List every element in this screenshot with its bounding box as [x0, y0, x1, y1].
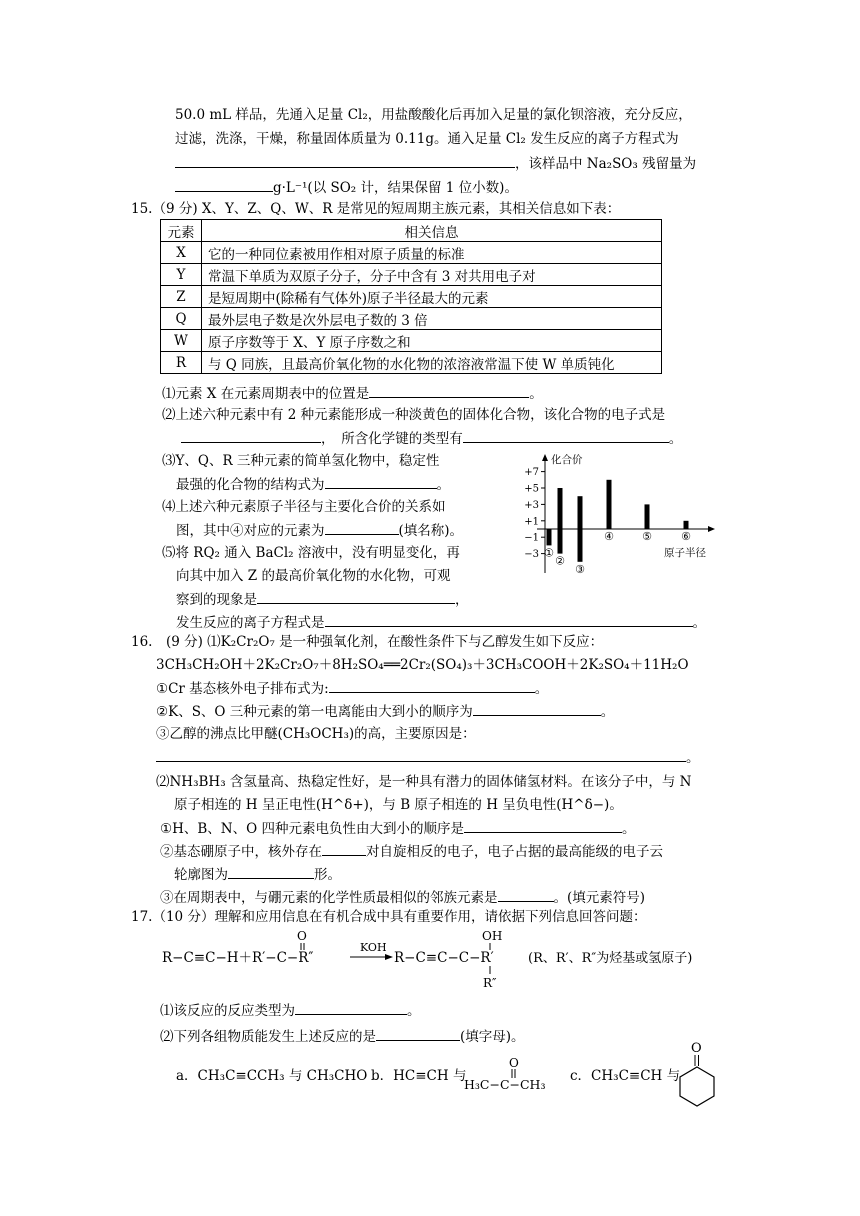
acetone-chain: H₃C−C−CH₃ — [464, 1077, 546, 1092]
acetone-structure — [462, 1056, 562, 1096]
table-cell: W — [161, 330, 202, 352]
q16-b2: ②基态硼原子中，核外存在 对自旋相反的电子，电子占据的最高能级的电子云 — [160, 841, 663, 862]
q15-part-5a: ⑸将 RQ₂ 通入 BaCl₂ 溶液中，没有明显变化，再 — [162, 545, 460, 561]
category-label: ③ — [575, 562, 585, 576]
bar-negative — [547, 529, 552, 545]
table-row — [161, 264, 662, 286]
y-axis-arrow — [542, 454, 548, 461]
option-c-label: c．CH₃C≡CH 与 — [570, 1068, 681, 1084]
y-tick-label: +7 — [524, 467, 539, 479]
answer-blank[interactable] — [175, 153, 515, 168]
q17-heading: 17.（10 分）理解和应用信息在有机合成中具有重要作用，请依据下列信息回答问题： — [131, 909, 647, 925]
q17-part-2: ⑵下列各组物质能发生上述反应的是 (填字母)。 — [160, 1026, 525, 1047]
table-row — [161, 286, 662, 308]
table-cell: X — [161, 242, 202, 264]
q14-line-3: ，该样品中 Na₂SO₃ 残留量为 — [175, 153, 696, 174]
q16-b1: ①H、B、N、O 四种元素电负性由大到小的顺序是 。 — [160, 818, 635, 839]
bar-positive — [578, 496, 583, 529]
answer-blank[interactable] — [376, 1026, 460, 1041]
table-cell: 是短周期中(除稀有气体外)原子半径最大的元素 — [202, 286, 662, 308]
category-label: ⑥ — [681, 530, 691, 543]
hydroxyl-group: OH — [482, 929, 503, 943]
q15-part-4b: 图，其中④对应的元素为 (填名称)。 — [176, 520, 463, 541]
option-b-label: b．HC≡CH 与 — [371, 1068, 467, 1084]
q16-b-intro-2: 原子相连的 H 呈正电性(H^δ+)，与 B 原子相连的 H 呈负电性(H^δ−)。 — [174, 797, 623, 813]
q16-b3: ③在周期表中，与硼元素的化学性质最相似的邻族元素是 。(填元素符号) — [160, 887, 645, 908]
reaction-reactants: R−C≡C−H＋R′−C−R″ — [162, 950, 314, 966]
answer-blank[interactable] — [228, 864, 314, 879]
q16-a1: ①Cr 基态核外电子排布式为: 。 — [156, 678, 548, 699]
substituent-note: (R、R′、R″为烃基或氢原子) — [528, 951, 693, 966]
answer-blank[interactable] — [325, 474, 437, 489]
table-cell: 最外层电子数是次外层电子数的 3 倍 — [202, 308, 662, 330]
bar-negative — [578, 529, 583, 562]
answer-blank[interactable] — [295, 1000, 407, 1015]
q16-a3-answer: 。 — [156, 747, 700, 768]
answer-blank[interactable] — [369, 383, 529, 398]
answer-blank[interactable] — [322, 841, 366, 856]
bar-positive — [558, 488, 563, 529]
r-double-prime: R″ — [483, 976, 497, 990]
cyclohexane-ring — [680, 1067, 714, 1106]
table-cell: 与 Q 同族，且最高价氧化物的水化物的浓溶液常温下使 W 单质钝化 — [202, 352, 662, 374]
x-axis-arrow — [708, 526, 715, 532]
bar-positive — [645, 504, 650, 529]
y-tick-label: −3 — [524, 549, 539, 561]
reaction-arrow-head — [385, 954, 393, 960]
table-row — [161, 330, 662, 352]
x-axis-label: 原子半径 — [664, 547, 706, 559]
option-a: a．CH₃C≡CCH₃ 与 CH₃CHO — [176, 1068, 368, 1084]
answer-blank[interactable] — [463, 428, 669, 443]
table-row — [161, 242, 662, 264]
q15-part-2b: ， 所含化学键的类型有 。 — [181, 428, 682, 449]
category-label: ⑤ — [642, 530, 652, 543]
table-cell: Y — [161, 264, 202, 286]
y-tick-label: +3 — [524, 499, 539, 511]
q14-line-4: g·L⁻¹(以 SO₂ 计，结果保留 1 位小数)。 — [175, 177, 518, 198]
carbonyl-oxygen: O — [297, 929, 307, 943]
answer-blank[interactable] — [464, 818, 622, 833]
table-cell: 原子序数等于 X、Y 原子序数之和 — [202, 330, 662, 352]
table-cell: R — [161, 352, 202, 374]
table-row — [161, 308, 662, 330]
q16-b-intro-1: ⑵NH₃BH₃ 含氢量高、热稳定性好，是一种具有潜力的固体储氢材料。在该分子中，与 N — [156, 774, 692, 790]
acetone-oxygen: O — [509, 1056, 519, 1070]
q15-part-2: ⑵上述六种元素中有 2 种元素能形成一种淡黄色的固体化合物，该化合物的电子式是 — [162, 407, 666, 423]
cyclohexanone-structure — [670, 1040, 726, 1110]
bar-negative — [558, 529, 563, 554]
category-label: ④ — [604, 530, 614, 543]
y-tick-label: +1 — [524, 516, 539, 528]
reaction-scheme — [150, 925, 720, 995]
answer-blank[interactable] — [181, 428, 321, 443]
y-ticks — [524, 467, 545, 560]
q15-part-5b: 向其中加入 Z 的最高价氧化物的水化物，可观 — [176, 568, 451, 584]
q16-a3: ③乙醇的沸点比甲醚(CH₃OCH₃)的高，主要原因是： — [156, 726, 476, 742]
q15-part-5d: 发生反应的离子方程式是 。 — [176, 612, 706, 633]
q15-part-1: ⑴元素 X 在元素周期表中的位置是 。 — [162, 383, 543, 404]
category-label: ① — [544, 546, 554, 560]
answer-blank[interactable] — [329, 678, 535, 693]
reaction-condition: KOH — [360, 941, 387, 954]
table-header-cell: 相关信息 — [202, 220, 662, 242]
answer-blank[interactable] — [498, 887, 554, 902]
q14-line-1: 50.0 mL 样品，先通入足量 Cl₂，用盐酸酸化后再加入足量的氯化钡溶液，充分反应， — [175, 107, 692, 123]
q16-equation: 3CH₃CH₂OH＋2K₂Cr₂O₇＋8H₂SO₄══2Cr₂(SO₄)₃＋3CH₃COOH＋2K₂SO₄＋11H₂O — [156, 657, 689, 673]
bar-positive — [684, 521, 689, 529]
q16-heading: 16. (9 分) ⑴K₂Cr₂O₇ 是一种强氧化剂，在酸性条件下与乙醇发生如下反应： — [131, 634, 604, 650]
answer-blank[interactable] — [175, 177, 273, 192]
table-cell: 它的一种同位素被用作相对原子质量的标准 — [202, 242, 662, 264]
q15-part-5c: 察到的现象是 ， — [176, 589, 469, 610]
q16-a2: ②K、S、O 三种元素的第一电离能由大到小的顺序为 。 — [156, 701, 614, 722]
reaction-product: R−C≡C−C−R′ — [394, 950, 494, 966]
valence-radius-chart — [505, 453, 720, 578]
y-tick-label: −1 — [524, 532, 539, 544]
table-cell: 常温下单质为双原子分子，分子中含有 3 对共用电子对 — [202, 264, 662, 286]
table-cell: Q — [161, 308, 202, 330]
y-tick-label: +5 — [524, 483, 539, 495]
q15-part-3a: ⑶Y、Q、R 三种元素的简单氢化物中，稳定性 — [162, 453, 440, 469]
q17-part-1: ⑴该反应的反应类型为 。 — [160, 1000, 421, 1021]
table-cell: Z — [161, 286, 202, 308]
y-axis-label: 化合价 — [551, 454, 583, 466]
table-header-cell: 元素 — [161, 220, 202, 242]
q15-heading: 15.（9 分) X、Y、Z、Q、W、R 是常见的短周期主族元素，其相关信息如下表： — [131, 201, 621, 217]
table-row — [161, 352, 662, 374]
q15-part-3b: 最强的化合物的结构式为 。 — [176, 474, 450, 495]
q14-line-2: 过滤，洗涤，干燥，称量固体质量为 0.11g。通入足量 Cl₂ 发生反应的离子方程式为 — [175, 131, 679, 147]
q15-part-4a: ⑷上述六种元素原子半径与主要化合价的关系如 — [162, 499, 446, 515]
category-label: ② — [555, 554, 565, 568]
bar-positive — [607, 480, 612, 529]
table-header-row — [161, 220, 662, 242]
answer-blank[interactable] — [473, 701, 601, 716]
answer-blank[interactable] — [325, 520, 399, 535]
cyclohexanone-oxygen: O — [691, 1041, 702, 1056]
answer-blank[interactable] — [325, 612, 693, 627]
q16-b2-cont: 轮廓图为 形。 — [174, 864, 341, 885]
element-info-table — [160, 219, 662, 374]
answer-blank[interactable] — [156, 747, 686, 762]
answer-blank[interactable] — [257, 589, 455, 604]
